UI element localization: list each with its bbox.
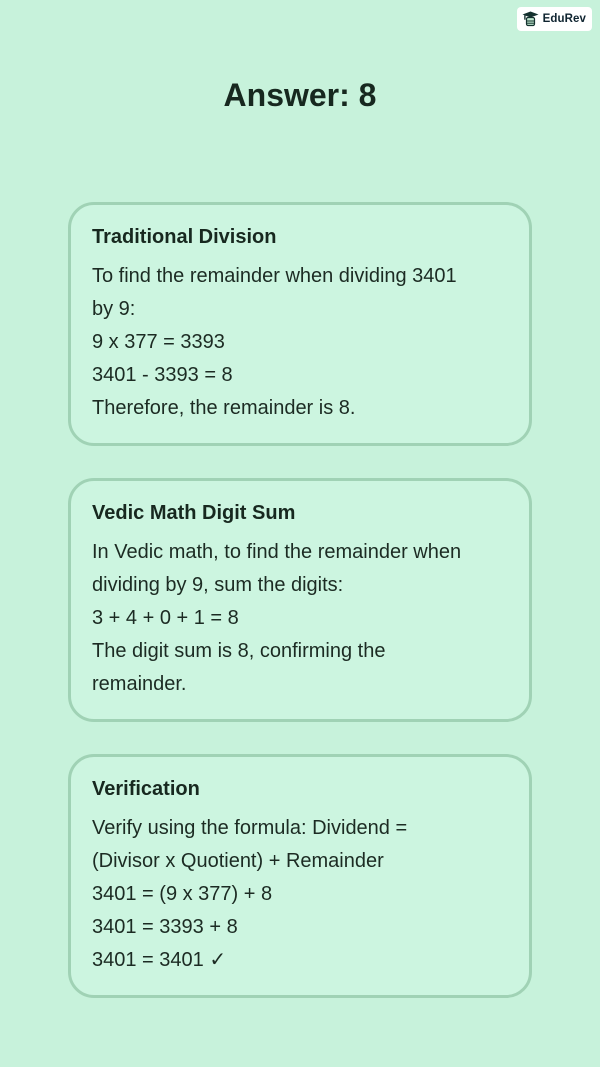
edurev-logo-badge (517, 7, 592, 31)
card-body (92, 536, 506, 701)
card-line: The digit sum is 8, confirming the (92, 640, 386, 662)
method-card (68, 754, 532, 998)
page-title: Answer: 8 (223, 77, 377, 113)
card-line: by 9: (92, 298, 136, 320)
card-line: Therefore, the remainder is 8. (92, 397, 356, 419)
card-title: Verification (92, 778, 200, 800)
card-line: 3401 - 3393 = 8 (92, 364, 233, 386)
card-line: remainder. (92, 673, 187, 695)
card-line: 3401 = (9 x 377) + 8 (92, 883, 273, 905)
card-line: 3 + 4 + 0 + 1 = 8 (92, 607, 239, 629)
card-line: Verify using the formula: Dividend = (92, 817, 408, 839)
card-line: 9 x 377 = 3393 (92, 331, 225, 353)
card-body (92, 260, 506, 425)
card-line: (Divisor x Quotient) + Remainder (92, 850, 384, 872)
card-title: Vedic Math Digit Sum (92, 502, 296, 524)
card-body (92, 812, 506, 977)
card-line: In Vedic math, to find the remainder when (92, 541, 462, 563)
cards-container (68, 202, 532, 998)
graduation-cap-icon (522, 11, 539, 27)
card-line: dividing by 9, sum the digits: (92, 574, 344, 596)
card-line: 3401 = 3393 + 8 (92, 916, 238, 938)
method-card (68, 478, 532, 722)
card-title: Traditional Division (92, 226, 277, 248)
method-card (68, 202, 532, 446)
card-line: 3401 = 3401 ✓ (92, 949, 227, 971)
card-line: To find the remainder when dividing 3401 (92, 265, 457, 287)
edurev-logo-text: EduRev (542, 13, 586, 25)
